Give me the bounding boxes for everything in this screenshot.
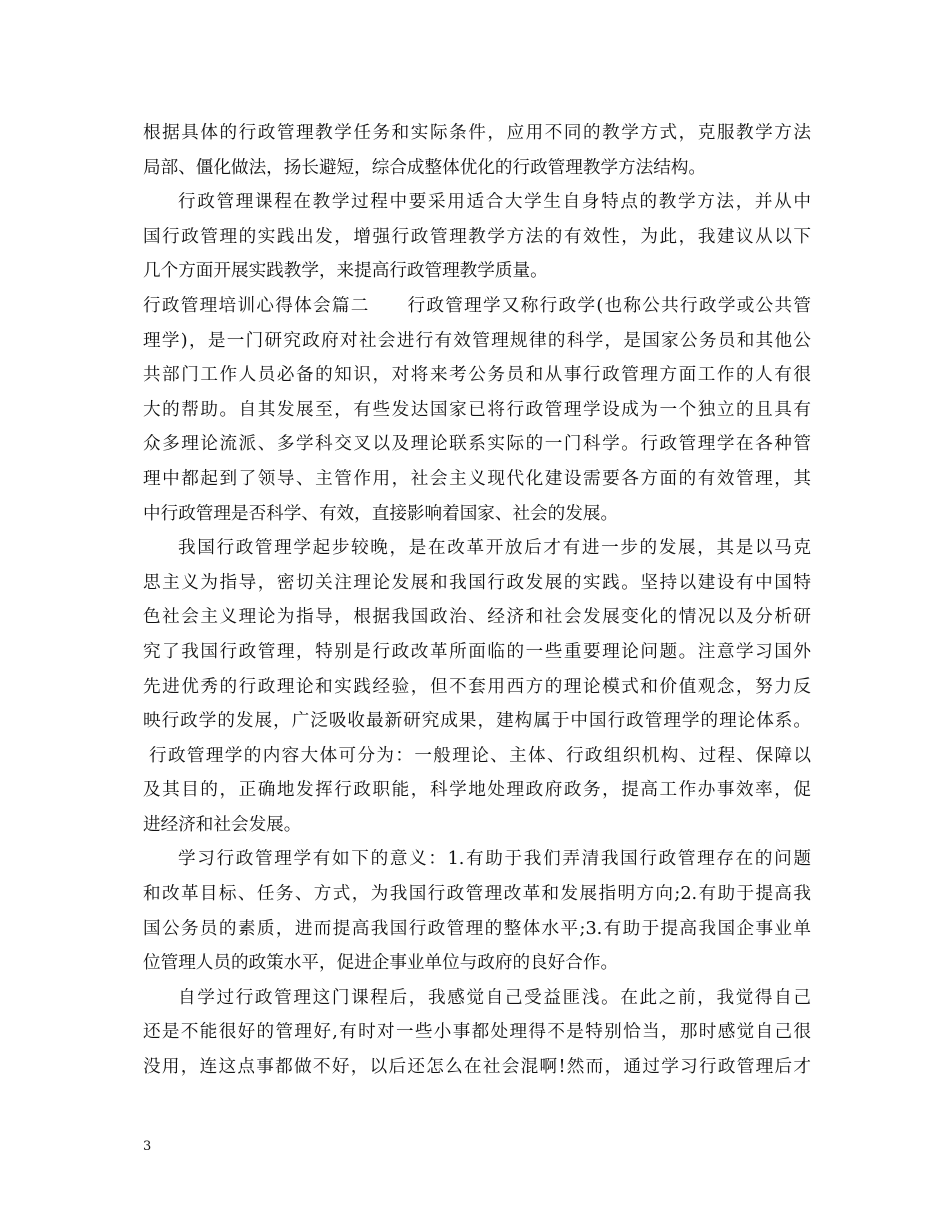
- text-line: 自学过行政管理这门课程后，我感觉自己受益匪浅。在此之前，我觉得自己: [178, 987, 811, 1008]
- text-line: 先进优秀的行政理论和实践经验，但不套用西方的理论模式和价值观念，努力反: [143, 676, 811, 697]
- text-line: 中行政管理是否科学、有效，直接影响着国家、社会的发展。: [143, 503, 619, 524]
- page-number: 3: [143, 1139, 152, 1154]
- text-line: 几个方面开展实践教学，来提高行政管理教学质量。: [143, 261, 548, 282]
- text-line: 国行政管理的实践出发，增强行政管理教学方法的有效性，为此，我建议从以下: [143, 226, 811, 247]
- text-line: 色社会主义理论为指导，根据我国政治、经济和社会发展变化的情况以及分析研: [143, 607, 811, 628]
- text-line: 究了我国行政管理，特别是行政改革所面临的一些重要理论问题。注意学习国外: [143, 641, 811, 662]
- text-line: 和改革目标、任务、方式，为我国行政管理改革和发展指明方向;2.有助于提高我: [143, 884, 811, 905]
- text-line: 还是不能很好的管理好,有时对一些小事都处理得不是特别恰当，那时感觉自己很: [143, 1022, 811, 1043]
- text-line: 映行政学的发展，广泛吸收最新研究成果，建构属于中国行政管理学的理论体系。: [143, 711, 811, 732]
- text-line: 根据具体的行政管理教学任务和实际条件，应用不同的教学方式，克服教学方法: [143, 123, 811, 143]
- text-line: 进经济和社会发展。: [143, 814, 302, 835]
- text-line: 共部门工作人员必备的知识，对将来考公务员和从事行政管理方面工作的人有很: [143, 365, 811, 386]
- text-line: 理中都起到了领导、主管作用，社会主义现代化建设需要各方面的有效管理，其: [143, 468, 811, 489]
- text-line: 行政管理学的内容大体可分为：一般理论、主体、行政组织机构、过程、保障以: [149, 745, 811, 766]
- text-line: 行政管理培训心得体会篇二 行政管理学又称行政学(也称公共行政学或公共管: [143, 295, 811, 316]
- text-line: 理学)，是一门研究政府对社会进行有效管理规律的科学，是国家公务员和其他公: [143, 330, 811, 351]
- text-line: 学习行政管理学有如下的意义：1.有助于我们弄清我国行政管理存在的问题: [178, 849, 811, 870]
- text-line: 大的帮助。自其发展至，有些发达国家已将行政管理学设成为一个独立的且具有: [143, 399, 811, 420]
- text-line: 没用，连这点事都做不好，以后还怎么在社会混啊!然而，通过学习行政管理后才: [143, 1057, 811, 1078]
- text-line: 位管理人员的政策水平，促进企事业单位与政府的良好合作。: [143, 953, 619, 974]
- text-line: 行政管理课程在教学过程中要采用适合大学生自身特点的教学方法，并从中: [178, 192, 811, 213]
- body-text: [143, 116, 811, 1085]
- text-line: 局部、僵化做法，扬长避短，综合成整体优化的行政管理教学方法结构。: [143, 157, 707, 178]
- text-line: 众多理论流派、多学科交叉以及理论联系实际的一门科学。行政管理学在各种管: [143, 434, 811, 455]
- text-line: 我国行政管理学起步较晚，是在改革开放后才有进一步的发展，其是以马克: [178, 538, 811, 559]
- text-line: 及其目的，正确地发挥行政职能，科学地处理政府政务，提高工作办事效率，促: [143, 780, 811, 801]
- text-line: 国公务员的素质，进而提高我国行政管理的整体水平;3.有助于提高我国企事业单: [143, 918, 811, 939]
- text-line: 思主义为指导，密切关注理论发展和我国行政发展的实践。坚持以建设有中国特: [143, 572, 811, 593]
